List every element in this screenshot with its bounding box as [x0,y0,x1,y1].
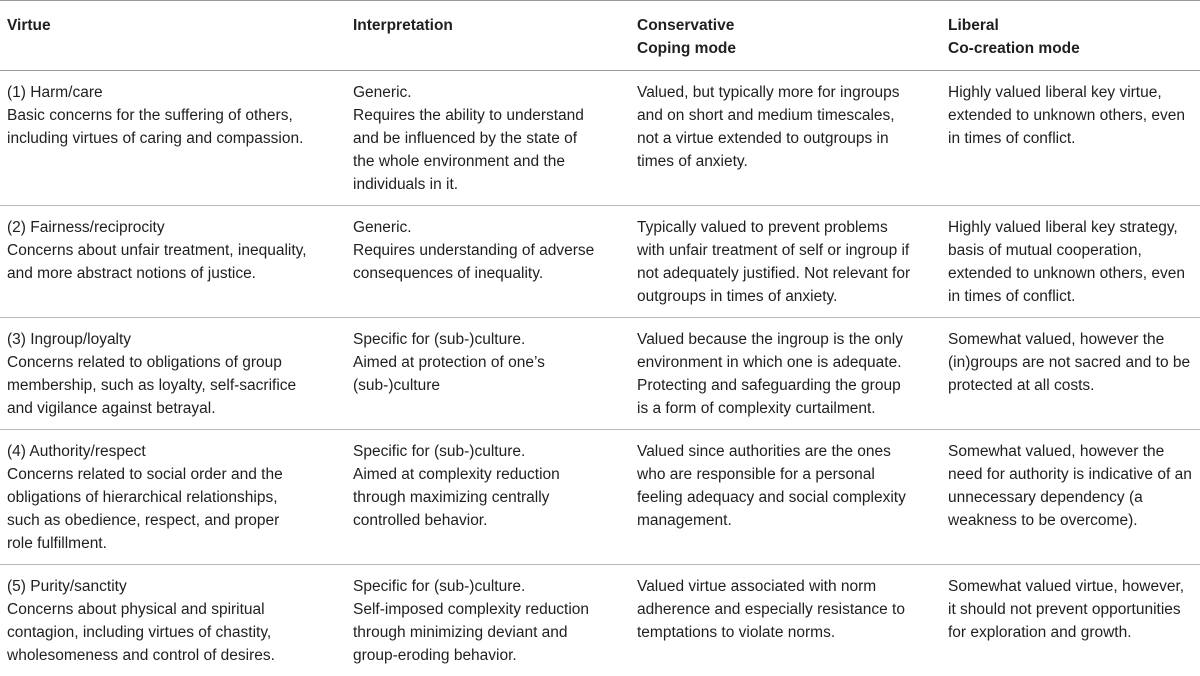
liberal-cell-line: Highly valued liberal key virtue, [948,81,1192,104]
liberal-cell-line: Somewhat valued, however the [948,440,1192,463]
liberal-cell [941,318,1200,430]
virtue-cell-line: contagion, including virtues of chastity, [7,621,338,644]
virtue-cell-line: role fulfillment. [7,532,338,555]
conservative-cell [630,430,941,565]
header-interpretation [346,1,630,71]
virtue-cell-line: (5) Purity/sanctity [7,575,338,598]
liberal-cell-line: it should not prevent opportunities [948,598,1192,621]
interpretation-cell-line: (sub-)culture [353,374,622,397]
virtue-cell-line: wholesomeness and control of desires. [7,644,338,667]
header-liberal-line: Liberal [948,14,1192,37]
liberal-cell-line: protected at all costs. [948,374,1192,397]
interpretation-cell-line: through minimizing deviant and [353,621,622,644]
conservative-cell-line: is a form of complexity curtailment. [637,397,933,420]
virtue-cell-line: obligations of hierarchical relationships, [7,486,338,509]
liberal-cell-line: (in)groups are not sacred and to be [948,351,1192,374]
liberal-cell-line: need for authority is indicative of an [948,463,1192,486]
liberal-cell-line: Somewhat valued, however the [948,328,1192,351]
interpretation-cell-line: Specific for (sub-)culture. [353,575,622,598]
virtue-cell-line: such as obedience, respect, and proper [7,509,338,532]
table-header [0,1,1200,71]
liberal-cell-line: for exploration and growth. [948,621,1192,644]
liberal-cell-line: weakness to be overcome). [948,509,1192,532]
conservative-cell-line: Valued because the ingroup is the only [637,328,933,351]
virtue-cell-line: (4) Authority/respect [7,440,338,463]
table-row [0,565,1200,676]
header-virtue [0,1,346,71]
virtue-cell-line: Concerns about physical and spiritual [7,598,338,621]
interpretation-cell [346,565,630,676]
conservative-cell-line: who are responsible for a personal [637,463,933,486]
interpretation-cell-line: individuals in it. [353,173,622,196]
interpretation-cell-line: the whole environment and the [353,150,622,173]
conservative-cell-line: Valued virtue associated with norm [637,575,933,598]
interpretation-cell-line: Requires understanding of adverse [353,239,622,262]
header-conservative-line: Coping mode [637,37,933,60]
liberal-cell-line: Highly valued liberal key strategy, [948,216,1192,239]
liberal-cell-line: unnecessary dependency (a [948,486,1192,509]
conservative-cell-line: temptations to violate norms. [637,621,933,644]
interpretation-cell-line: controlled behavior. [353,509,622,532]
liberal-cell [941,565,1200,676]
virtue-cell-line: and more abstract notions of justice. [7,262,338,285]
interpretation-cell-line: Specific for (sub-)culture. [353,328,622,351]
interpretation-cell-line: Aimed at protection of one’s [353,351,622,374]
conservative-cell-line: Protecting and safeguarding the group [637,374,933,397]
liberal-cell [941,71,1200,206]
table-body [0,71,1200,676]
interpretation-cell-line: Specific for (sub-)culture. [353,440,622,463]
header-liberal-line: Co-creation mode [948,37,1192,60]
interpretation-cell [346,71,630,206]
interpretation-cell-line: Aimed at complexity reduction [353,463,622,486]
conservative-cell-line: and on short and medium timescales, [637,104,933,127]
liberal-cell-line: in times of conflict. [948,285,1192,308]
interpretation-cell-line: Requires the ability to understand [353,104,622,127]
interpretation-cell-line: and be influenced by the state of [353,127,622,150]
header-conservative-line: Conservative [637,14,933,37]
conservative-cell-line: environment in which one is adequate. [637,351,933,374]
conservative-cell-line: times of anxiety. [637,150,933,173]
conservative-cell [630,318,941,430]
table-row [0,318,1200,430]
virtue-cell [0,430,346,565]
virtue-cell-line: (3) Ingroup/loyalty [7,328,338,351]
virtue-cell-line: Concerns related to social order and the [7,463,338,486]
virtue-cell [0,71,346,206]
interpretation-cell-line: group-eroding behavior. [353,644,622,667]
liberal-cell-line: in times of conflict. [948,127,1192,150]
virtue-cell-line: Basic concerns for the suffering of others, [7,104,338,127]
conservative-cell-line: Valued, but typically more for ingroups [637,81,933,104]
liberal-cell-line: basis of mutual cooperation, [948,239,1192,262]
conservative-cell-line: Valued since authorities are the ones [637,440,933,463]
liberal-cell [941,430,1200,565]
virtue-cell-line: Concerns related to obligations of group [7,351,338,374]
virtue-cell-line: (1) Harm/care [7,81,338,104]
interpretation-cell [346,206,630,318]
header-liberal [941,1,1200,71]
conservative-cell-line: adherence and especially resistance to [637,598,933,621]
conservative-cell-line: management. [637,509,933,532]
virtue-cell-line: (2) Fairness/reciprocity [7,216,338,239]
virtue-cell [0,565,346,676]
table-row [0,71,1200,206]
liberal-cell-line: Somewhat valued virtue, however, [948,575,1192,598]
interpretation-cell [346,318,630,430]
liberal-cell-line: extended to unknown others, even [948,104,1192,127]
table-row [0,430,1200,565]
conservative-cell-line: not a virtue extended to outgroups in [637,127,933,150]
virtue-cell [0,318,346,430]
conservative-cell-line: Typically valued to prevent problems [637,216,933,239]
header-conservative [630,1,941,71]
conservative-cell-line: outgroups in times of anxiety. [637,285,933,308]
interpretation-cell-line: through maximizing centrally [353,486,622,509]
conservative-cell-line: with unfair treatment of self or ingroup if [637,239,933,262]
virtue-cell [0,206,346,318]
interpretation-cell-line: Self-imposed complexity reduction [353,598,622,621]
interpretation-cell-line: Generic. [353,216,622,239]
conservative-cell [630,565,941,676]
header-virtue-label: Virtue [7,14,338,37]
header-row [0,1,1200,71]
conservative-cell-line: not adequately justified. Not relevant for [637,262,933,285]
virtue-cell-line: and vigilance against betrayal. [7,397,338,420]
table-row [0,206,1200,318]
liberal-cell [941,206,1200,318]
conservative-cell [630,71,941,206]
virtue-cell-line: including virtues of caring and compassion. [7,127,338,150]
conservative-cell [630,206,941,318]
virtue-cell-line: membership, such as loyalty, self-sacrifice [7,374,338,397]
header-interpretation-label: Interpretation [353,14,622,37]
conservative-cell-line: feeling adequacy and social complexity [637,486,933,509]
liberal-cell-line: extended to unknown others, even [948,262,1192,285]
interpretation-cell [346,430,630,565]
interpretation-cell-line: consequences of inequality. [353,262,622,285]
interpretation-cell-line: Generic. [353,81,622,104]
virtue-cell-line: Concerns about unfair treatment, inequality, [7,239,338,262]
